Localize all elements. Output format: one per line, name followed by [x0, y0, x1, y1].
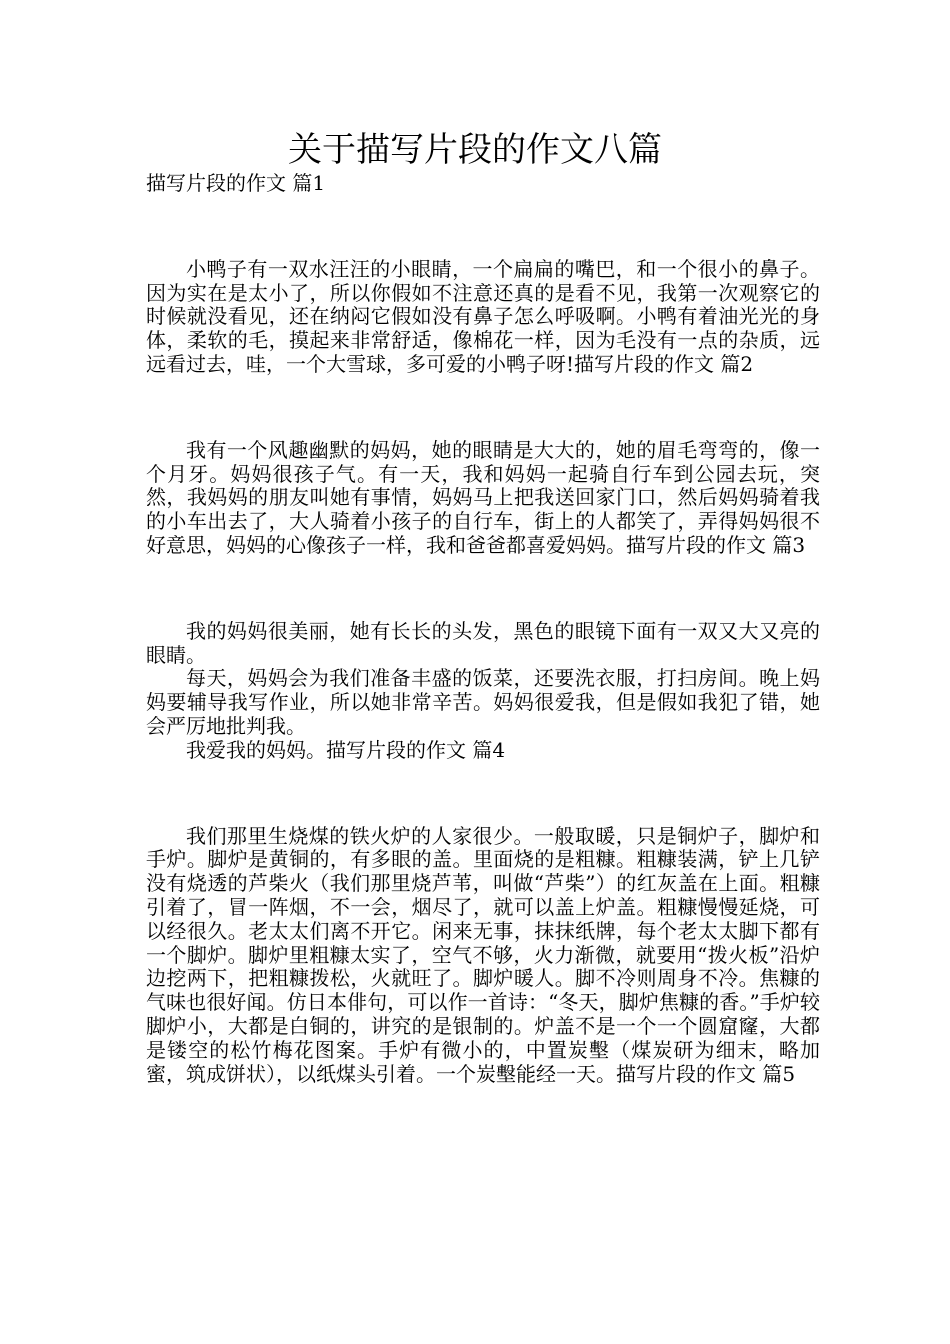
paragraph [146, 825, 820, 1087]
paragraph [146, 620, 820, 668]
paragraph-text: 我爱我的妈妈。 [186, 737, 326, 762]
section-heading: 描写片段的作文 篇3 [626, 532, 806, 557]
paragraph-text: 我的妈妈很美丽，她有长长的头发，黑色的眼镜下面有一双又大又亮的眼睛。 [146, 618, 820, 667]
paragraph-text: 我有一个风趣幽默的妈妈，她的眼睛是大大的，她的眉毛弯弯的，像一个月牙。妈妈很孩子气。有一天，我和妈妈一起骑自行车到公园去玩，突然，我妈妈的朋友叫她有事情，妈妈马上把我送回家门口，然后妈妈骑着我的小车出去了，大人骑着小孩子的自行车，街上的人都笑了，弄得妈妈很不好意思，妈妈的心像孩子一样，我和爸爸都喜爱妈妈。 [146, 437, 820, 557]
section-heading: 描写片段的作文 篇4 [326, 737, 506, 762]
paragraph-text: 每天，妈妈会为我们准备丰盛的饭菜，还要洗衣服，打扫房间。晚上妈妈要辅导我写作业，所以她非常辛苦。妈妈很爱我，但是假如我犯了错，她会严厉地批判我。 [146, 666, 820, 738]
paragraph [146, 258, 820, 377]
section-heading: 描写片段的作文 篇5 [616, 1061, 796, 1086]
paragraph [146, 439, 820, 558]
paragraph-text: 小鸭子有一双水汪汪的小眼睛，一个扁扁的嘴巴，和一个很小的鼻子。因为实在是太小了，所以你假如不注意还真的是看不见，我第一次观察它的时候就没看见，还在纳闷它假如没有鼻子怎么呼吸啊。小鸭有着油光光的身体，柔软的毛，摸起来非常舒适，像棉花一样，因为毛没有一点的杂质，远远看过去，哇，一个大雪球，多可爱的小鸭子呀! [146, 256, 820, 376]
section-heading: 描写片段的作文 篇1 [146, 171, 326, 195]
section-gap [146, 763, 820, 825]
paragraph [146, 739, 820, 763]
section-gap [146, 196, 820, 258]
paragraph [146, 667, 820, 738]
paragraph-text: 我们那里生烧煤的铁火炉的人家很少。一般取暖，只是铜炉子，脚炉和手炉。脚炉是黄铜的，有多眼的盖。里面烧的是粗糠。粗糠装满，铲上几铲没有烧透的芦柴火（我们那里烧芦苇，叫做“芦柴”）的红灰盖在上面。粗糠引着了，冒一阵烟，不一会，烟尽了，就可以盖上炉盖。粗糠慢慢延烧，可以经很久。老太太们离不开它。闲来无事，抹抹纸牌，每个老太太脚下都有一个脚炉。脚炉里粗糠太实了，空气不够，火力渐微，就要用“拨火板”沿炉边挖两下，把粗糠拨松，火就旺了。脚炉暖人。脚不冷则周身不冷。焦糠的气味也很好闻。仿日本俳句，可以作一首诗：“冬天，脚炉焦糠的香。”手炉较脚炉小，大都是白铜的，讲究的是银制的。炉盖不是一个一个圆窟窿，大都是镂空的松竹梅花图案。手炉有微小的，中置炭墼（煤炭研为细末，略加蜜，筑成饼状），以纸煤头引着。一个炭墼能经一天。 [146, 823, 820, 1086]
section-gap [146, 558, 820, 620]
section-gap [146, 377, 820, 439]
section-heading: 描写片段的作文 篇2 [574, 351, 754, 376]
document-body [146, 172, 820, 1086]
document-title: 关于描写片段的作文八篇 [288, 130, 662, 170]
